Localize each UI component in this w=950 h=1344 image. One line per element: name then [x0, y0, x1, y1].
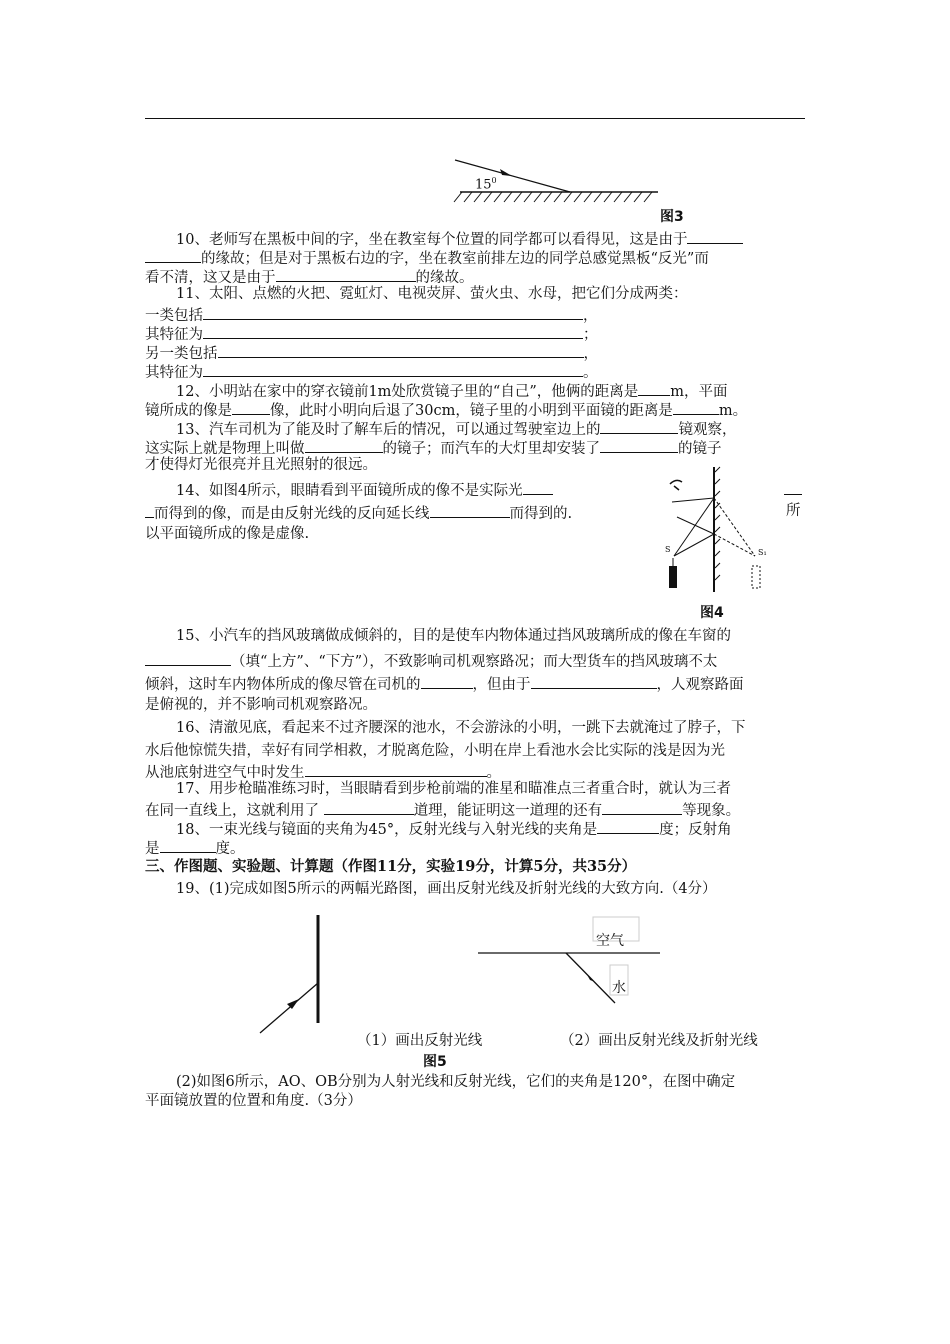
figure-5-caption-2: （2）画出反射光线及折射光线 — [560, 1033, 758, 1049]
figure-4-rays — [672, 498, 714, 556]
figure-5-caption: 图5 — [423, 1054, 447, 1070]
q11-line-3: 其特征为 ； — [145, 323, 598, 345]
q16-line-3: 从池底射进空气中时发生 。 — [145, 761, 501, 783]
figure-4-eye — [670, 480, 682, 490]
q12-line-2: 镜所成的像是 像，此时小明向后退了30cm，镜子里的小明到平面镜的距离是 m。 — [145, 399, 747, 421]
figure-4-candle-image — [752, 566, 760, 588]
figure-4-diagram — [652, 462, 782, 600]
q14-line-3: 以平面镜所成的像是虚像. — [145, 526, 310, 542]
q13-line-2: 这实际上就是物理上叫做 的镜子；而汽车的大灯里却安装了 的镜子 — [145, 437, 722, 459]
q17-line-2: 在同一直线上，这就利用了 道理，能证明这一道理的还有 等现象。 — [145, 799, 740, 821]
figure-5-water-label: 水 — [612, 980, 626, 996]
figure-5-right-arrow — [586, 973, 595, 982]
q12-line-1: 12、小明站在家中的穿衣镜前1m处欣赏镜子里的“自己”，他俩的距离是 m，平面 — [176, 380, 728, 402]
figure-3-hatching — [454, 192, 652, 202]
figure-5-left-diagram — [255, 915, 335, 1040]
q14-line-2-right: 所 — [786, 503, 801, 519]
q15-line-2: （填“上方”、“下方”），不致影响司机观察路况；而大型货车的挡风玻璃不太 — [145, 650, 717, 672]
q15-line-3: 倾斜，这时车内物体所成的像尽管在司机的 ，但由于 ，人观察路面 — [145, 673, 744, 695]
figure-5-caption-1: （1）画出反射光线 — [357, 1033, 483, 1049]
q14-line-1: 14、如图4所示，眼睛看到平面镜所成的像不是实际光 — [176, 479, 553, 501]
q11-line-4: 另一类包括 ， — [145, 342, 598, 364]
q11-line-1: 11、太阳、点燃的火把、霓虹灯、电视荧屏、萤火虫、水母，把它们分成两类： — [176, 286, 688, 302]
q19-part-2-line-1: (2)如图6所示，AO、OB分别为人射光线和反射光线，它们的夹角是120°，在图中确定 — [176, 1074, 736, 1090]
figure-3-angle-label: $15^0$ — [475, 176, 497, 193]
figure-4-candle-object — [669, 566, 677, 588]
figure-5-right-diagram — [478, 915, 663, 1010]
q18-line-2: 是 度。 — [145, 837, 245, 859]
q14-line-1-right — [784, 479, 802, 501]
q13-line-3: 才使得灯光很亮并且光照射的很远。 — [145, 457, 377, 473]
q11-line-2: 一类包括 ， — [145, 304, 598, 326]
q18-line-1: 18、一束光线与镜面的夹角为45°，反射光线与入射光线的夹角是 度；反射角 — [176, 818, 732, 840]
q16-line-2: 水后他惊慌失措，幸好有同学相救，才脱离危险，小明在岸上看池水会比实际的浅是因为光 — [145, 743, 725, 759]
q10-line-3: 看不清，这又是由于 的缘故。 — [145, 266, 474, 288]
q10-line-1: 10、老师写在黑板中间的字，坐在教室每个位置的同学都可以看得见，这是由于 — [176, 228, 743, 250]
figure-4-caption: 图4 — [700, 605, 724, 621]
figure-4-extension-lines — [714, 498, 755, 556]
figure-5-left-incident-ray — [260, 983, 318, 1033]
figure-4-mirror-hatching — [715, 467, 720, 580]
q10-line-2: 的缘故；但是对于黑板右边的字，坐在教室前排左边的同学总感觉黑板“反光”而 — [145, 247, 709, 269]
q15-line-1: 15、小汽车的挡风玻璃做成倾斜的，目的是使车内物体通过挡风玻璃所成的像在车窗的 — [176, 628, 731, 644]
figure-4-s-label: S — [665, 545, 671, 554]
q15-line-4: 是俯视的，并不影响司机观察路况。 — [145, 697, 377, 713]
figure-3-incident-ray — [455, 160, 570, 192]
figure-4-s1-label: S₁ — [758, 548, 767, 557]
q11-line-5: 其特征为 。 — [145, 361, 598, 383]
figure-3-caption: 图3 — [660, 209, 684, 225]
figure-3-angle-sup: 0 — [491, 176, 497, 185]
q19-part-1: 19、(1)完成如图5所示的两幅光路图，画出反射光线及折射光线的大致方向.（4分） — [176, 881, 717, 897]
section-3-title: 三、作图题、实验题、计算题（作图11分，实验19分，计算5分，共35分） — [145, 858, 637, 875]
header-rule — [145, 118, 805, 119]
q14-line-2: 而得到的像，而是由反射光线的反向延长线 而得到的. — [145, 502, 572, 524]
q17-line-1: 17、用步枪瞄准练习时，当眼睛看到步枪前端的准星和瞄准点三者重合时，就认为三者 — [176, 781, 731, 797]
q16-line-1: 16、清澈见底，看起来不过齐腰深的池水，不会游泳的小明，一跳下去就淹过了脖子，下 — [176, 720, 746, 736]
q19-part-2-line-2: 平面镜放置的位置和角度.（3分） — [145, 1093, 362, 1109]
q13-line-1: 13、汽车司机为了能及时了解车后的情况，可以通过驾驶室边上的 镜观察， — [176, 418, 736, 440]
figure-5-air-label: 空气 — [596, 933, 624, 949]
